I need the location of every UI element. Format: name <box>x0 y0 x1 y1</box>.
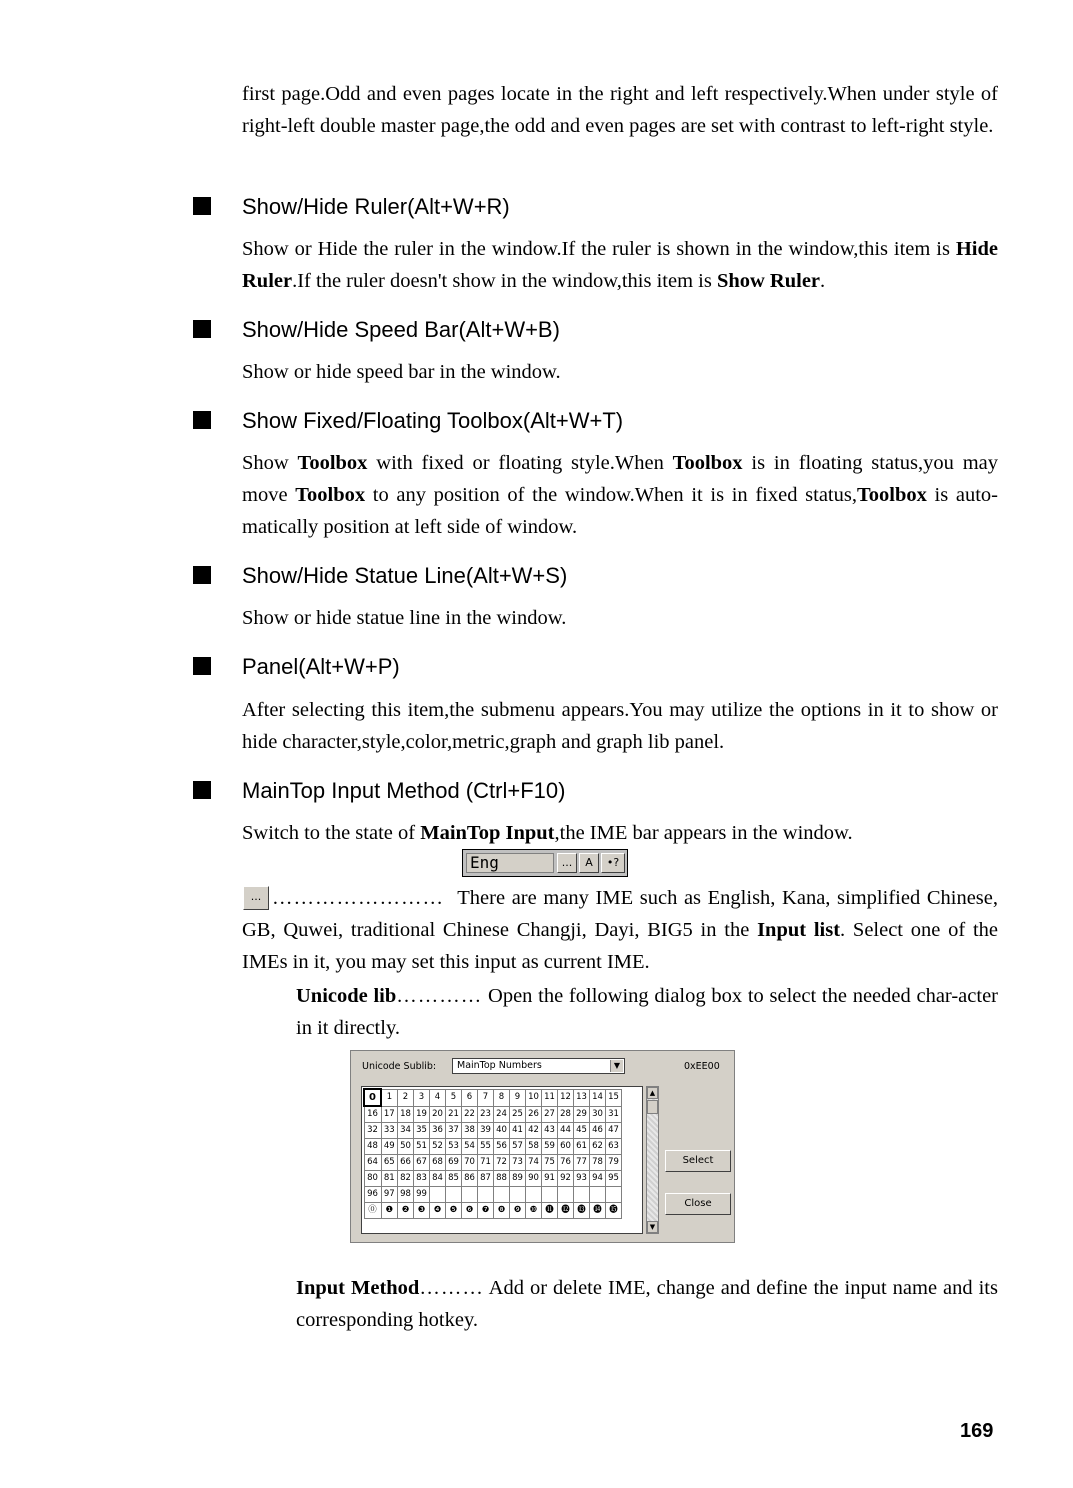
sublib-value: MainTop Numbers <box>457 1060 542 1071</box>
ime-punct-button[interactable]: •? <box>601 853 625 873</box>
text: with fixed or floating style.When <box>367 452 673 474</box>
char-cell[interactable]: ❽ <box>494 1203 510 1219</box>
heading-show-hide-speed-bar: Show/Hide Speed Bar(Alt+W+B) <box>242 317 560 342</box>
char-cell[interactable]: 34 <box>398 1123 414 1139</box>
char-cell[interactable]: 86 <box>462 1171 478 1187</box>
grid-row <box>364 1171 622 1187</box>
char-cell[interactable]: ⓯ <box>606 1203 622 1219</box>
char-cell[interactable]: ❻ <box>462 1203 478 1219</box>
bold-term: Toolbox <box>672 452 743 474</box>
bold-term: Unicode lib <box>296 985 397 1007</box>
char-cell[interactable]: 25 <box>510 1106 526 1123</box>
char-cell[interactable]: 73 <box>510 1155 526 1171</box>
char-cell[interactable]: 26 <box>526 1106 542 1123</box>
ime-language-field[interactable]: Eng <box>466 853 554 873</box>
char-cell[interactable]: ❺ <box>446 1203 462 1219</box>
char-cell[interactable] <box>558 1187 574 1203</box>
char-cell[interactable]: 53 <box>446 1139 462 1155</box>
grid-row <box>364 1089 622 1106</box>
char-cell[interactable]: 1 <box>381 1089 398 1106</box>
char-cell[interactable]: 4 <box>430 1089 446 1106</box>
grid-row <box>364 1187 622 1203</box>
text: is auto-matically position at left side of window. <box>242 484 998 538</box>
char-cell[interactable]: 82 <box>398 1171 414 1187</box>
bullet-square-icon <box>193 566 211 584</box>
char-cell[interactable]: 68 <box>430 1155 446 1171</box>
heading-panel: Panel(Alt+W+P) <box>242 654 400 679</box>
char-cell[interactable]: 95 <box>606 1171 622 1187</box>
char-cell[interactable]: ❷ <box>398 1203 414 1219</box>
leader-dots: ……… <box>419 1277 484 1299</box>
char-cell[interactable]: 61 <box>574 1139 590 1155</box>
bold-term: Hide Ruler <box>242 238 998 292</box>
char-cell[interactable]: 47 <box>606 1123 622 1139</box>
scroll-thumb[interactable] <box>647 1100 658 1114</box>
char-cell[interactable]: 14 <box>590 1089 606 1106</box>
bullet-square-icon <box>193 320 211 338</box>
text: .If the ruler doesn't show in the window,this item is <box>292 270 717 292</box>
grid-row <box>364 1203 622 1219</box>
char-cell[interactable]: 33 <box>381 1123 398 1139</box>
char-cell[interactable]: 71 <box>478 1155 494 1171</box>
heading-toolbox: Show Fixed/Floating Toolbox(Alt+W+T) <box>242 408 624 433</box>
char-cell[interactable]: 16 <box>364 1106 381 1123</box>
char-cell[interactable]: 49 <box>381 1139 398 1155</box>
scroll-down-icon[interactable]: ▼ <box>647 1221 658 1233</box>
char-cell[interactable]: 57 <box>510 1139 526 1155</box>
bold-term: Toolbox <box>295 484 366 506</box>
char-cell[interactable]: 94 <box>590 1171 606 1187</box>
char-cell[interactable] <box>510 1187 526 1203</box>
char-cell[interactable]: 23 <box>478 1106 494 1123</box>
unicode-code: 0xEE00 <box>684 1061 720 1072</box>
paragraph-ime-list <box>242 882 998 978</box>
heading-show-hide-ruler: Show/Hide Ruler(Alt+W+R) <box>242 194 510 219</box>
char-cell[interactable]: 17 <box>381 1106 398 1123</box>
char-cell[interactable]: 31 <box>606 1106 622 1123</box>
char-cell[interactable]: 13 <box>574 1089 590 1106</box>
bullet-square-icon <box>193 781 211 799</box>
char-cell[interactable] <box>462 1187 478 1203</box>
char-cell[interactable]: 96 <box>364 1187 381 1203</box>
char-cell[interactable]: 37 <box>446 1123 462 1139</box>
char-cell[interactable]: 18 <box>398 1106 414 1123</box>
char-cell[interactable]: 93 <box>574 1171 590 1187</box>
text: . Select one of the IMEs in it, you may set this input as current IME. <box>242 919 998 973</box>
char-cell[interactable]: 39 <box>478 1123 494 1139</box>
char-cell[interactable]: 32 <box>364 1123 381 1139</box>
char-cell[interactable]: 10 <box>526 1089 542 1106</box>
char-cell[interactable]: 59 <box>542 1139 558 1155</box>
text: Switch to the state of <box>242 822 421 844</box>
char-cell[interactable]: 72 <box>494 1155 510 1171</box>
paragraph-panel: After selecting this item,the submenu appears.You may utilize the options in it to show or hide character,style,color,metric,graph and graph lib panel. <box>242 699 998 753</box>
text: Show or Hide the ruler in the window.If the ruler is shown in the window,this item is <box>242 238 956 260</box>
char-cell[interactable]: 46 <box>590 1123 606 1139</box>
char-cell[interactable]: 78 <box>590 1155 606 1171</box>
grid-scrollbar[interactable] <box>646 1086 659 1234</box>
char-cell[interactable]: 50 <box>398 1139 414 1155</box>
sublib-label: Unicode Sublib: <box>362 1061 437 1072</box>
char-cell[interactable]: 3 <box>414 1089 430 1106</box>
char-cell[interactable]: 75 <box>542 1155 558 1171</box>
char-cell[interactable]: 79 <box>606 1155 622 1171</box>
paragraph-input-method <box>242 817 998 849</box>
character-table <box>363 1088 622 1219</box>
char-cell[interactable]: 66 <box>398 1155 414 1171</box>
page-number: 169 <box>960 1420 994 1442</box>
char-cell[interactable]: 69 <box>446 1155 462 1171</box>
char-cell[interactable]: 62 <box>590 1139 606 1155</box>
char-cell[interactable]: 89 <box>510 1171 526 1187</box>
bold-term: Show Ruler <box>716 270 821 292</box>
heading-statue-line: Show/Hide Statue Line(Alt+W+S) <box>242 563 568 588</box>
char-cell[interactable]: 90 <box>526 1171 542 1187</box>
char-cell[interactable]: 70 <box>462 1155 478 1171</box>
paragraph-input-method-item <box>296 1272 998 1336</box>
char-cell[interactable]: 63 <box>606 1139 622 1155</box>
char-cell[interactable]: 40 <box>494 1123 510 1139</box>
char-cell[interactable]: 19 <box>414 1106 430 1123</box>
text: Open the following dialog box to select the needed char-acter in it directly. <box>296 985 998 1039</box>
char-cell[interactable] <box>542 1187 558 1203</box>
char-cell[interactable]: 97 <box>381 1187 398 1203</box>
text: is in floating status,you may move <box>242 452 998 506</box>
grid-row <box>364 1155 622 1171</box>
select-button[interactable]: Select <box>665 1150 731 1172</box>
char-cell[interactable]: 55 <box>478 1139 494 1155</box>
char-cell[interactable]: 24 <box>494 1106 510 1123</box>
char-cell[interactable]: 58 <box>526 1139 542 1155</box>
unicode-dialog <box>350 1050 735 1243</box>
ime-bar <box>462 849 628 877</box>
char-cell[interactable] <box>446 1187 462 1203</box>
bold-term: Toolbox <box>856 484 927 506</box>
close-button[interactable]: Close <box>665 1193 731 1215</box>
char-cell[interactable]: 80 <box>364 1171 381 1187</box>
char-cell[interactable] <box>494 1187 510 1203</box>
text: to any position of the window.When it is in fixed status, <box>365 484 857 506</box>
paragraph-ruler <box>242 233 998 297</box>
char-cell[interactable]: 44 <box>558 1123 574 1139</box>
char-cell[interactable]: ❾ <box>510 1203 526 1219</box>
char-cell[interactable]: 12 <box>558 1089 574 1106</box>
scroll-up-icon[interactable]: ▲ <box>647 1087 658 1099</box>
char-cell[interactable]: 28 <box>558 1106 574 1123</box>
char-cell[interactable]: 45 <box>574 1123 590 1139</box>
char-cell[interactable]: 20 <box>430 1106 446 1123</box>
char-cell[interactable]: 92 <box>558 1171 574 1187</box>
paragraph-speed-bar: Show or hide speed bar in the window. <box>242 361 561 383</box>
char-cell[interactable]: 30 <box>590 1106 606 1123</box>
char-cell[interactable]: 87 <box>478 1171 494 1187</box>
char-cell[interactable]: 7 <box>478 1089 494 1106</box>
char-cell[interactable]: 74 <box>526 1155 542 1171</box>
dropdown-arrow-icon[interactable]: ▼ <box>610 1060 623 1072</box>
char-cell[interactable]: 67 <box>414 1155 430 1171</box>
text: There are many IME such as English, Kana, simplified Chinese, GB, Quwei, traditional Chinese Changji, Dayi, BIG5 in the <box>242 887 998 941</box>
char-cell[interactable]: 38 <box>462 1123 478 1139</box>
char-cell[interactable]: 8 <box>494 1089 510 1106</box>
grid-row <box>364 1123 622 1139</box>
char-cell[interactable]: ❼ <box>478 1203 494 1219</box>
bullet-square-icon <box>193 197 211 215</box>
char-cell[interactable]: 99 <box>414 1187 430 1203</box>
char-cell[interactable]: 27 <box>542 1106 558 1123</box>
bullet-square-icon <box>193 411 211 429</box>
char-cell[interactable]: ⓮ <box>590 1203 606 1219</box>
text: ,the IME bar appears in the window. <box>554 822 853 844</box>
char-cell[interactable] <box>430 1187 446 1203</box>
char-cell[interactable]: 91 <box>542 1171 558 1187</box>
char-cell[interactable] <box>606 1187 622 1203</box>
char-cell[interactable] <box>478 1187 494 1203</box>
char-cell[interactable]: 98 <box>398 1187 414 1203</box>
bold-term: Toolbox <box>297 452 368 474</box>
character-grid <box>361 1086 643 1234</box>
char-cell[interactable]: 5 <box>446 1089 462 1106</box>
ime-list-icon-button: ... <box>243 886 269 910</box>
char-cell[interactable]: 54 <box>462 1139 478 1155</box>
char-cell[interactable]: 81 <box>381 1171 398 1187</box>
char-cell[interactable]: 56 <box>494 1139 510 1155</box>
char-cell[interactable]: 6 <box>462 1089 478 1106</box>
char-cell[interactable]: 76 <box>558 1155 574 1171</box>
leader-dots: …………………… <box>272 887 444 909</box>
char-cell[interactable] <box>590 1187 606 1203</box>
grid-row <box>364 1106 622 1123</box>
leader-dots: ………… <box>396 985 483 1007</box>
ime-list-button[interactable]: ... <box>557 853 577 873</box>
text: Add or delete IME, change and define the input name and its corresponding hotkey. <box>296 1277 998 1331</box>
char-cell[interactable]: 41 <box>510 1123 526 1139</box>
char-cell[interactable] <box>574 1187 590 1203</box>
char-cell[interactable] <box>526 1187 542 1203</box>
char-cell[interactable]: 60 <box>558 1139 574 1155</box>
ime-char-button[interactable]: A <box>579 853 599 873</box>
char-cell[interactable]: 22 <box>462 1106 478 1123</box>
bold-term: MainTop Input <box>420 822 555 844</box>
char-cell[interactable]: ❿ <box>526 1203 542 1219</box>
char-cell[interactable]: 35 <box>414 1123 430 1139</box>
text: Show <box>242 452 298 474</box>
char-cell[interactable]: 51 <box>414 1139 430 1155</box>
char-cell[interactable]: 42 <box>526 1123 542 1139</box>
char-cell[interactable]: ⓪ <box>364 1203 381 1219</box>
char-cell[interactable]: ❸ <box>414 1203 430 1219</box>
char-cell[interactable]: 64 <box>364 1155 381 1171</box>
char-cell[interactable]: ⓭ <box>574 1203 590 1219</box>
char-cell[interactable]: 84 <box>430 1171 446 1187</box>
char-cell[interactable]: ⓬ <box>558 1203 574 1219</box>
char-cell[interactable]: 43 <box>542 1123 558 1139</box>
char-cell[interactable]: 65 <box>381 1155 398 1171</box>
paragraph-toolbox <box>242 447 998 543</box>
char-cell[interactable]: 0 <box>364 1089 381 1106</box>
char-cell[interactable]: 52 <box>430 1139 446 1155</box>
paragraph-statue-line: Show or hide statue line in the window. <box>242 607 567 629</box>
char-cell[interactable]: 83 <box>414 1171 430 1187</box>
char-cell[interactable]: 2 <box>398 1089 414 1106</box>
char-cell[interactable]: 9 <box>510 1089 526 1106</box>
char-cell[interactable]: 88 <box>494 1171 510 1187</box>
text: . <box>820 270 826 292</box>
char-cell[interactable]: 85 <box>446 1171 462 1187</box>
char-cell[interactable]: ⓫ <box>542 1203 558 1219</box>
sublib-select[interactable] <box>452 1058 625 1074</box>
intro-paragraph: first page.Odd and even pages locate in the right and left respectively.When under style of right-left double master page,the odd and even pages are set with contrast to left-right style. <box>242 83 998 137</box>
heading-input-method: MainTop Input Method (Ctrl+F10) <box>242 778 566 803</box>
char-cell[interactable]: 77 <box>574 1155 590 1171</box>
bullet-square-icon <box>193 657 211 675</box>
grid-row <box>364 1139 622 1155</box>
char-cell[interactable]: ❶ <box>381 1203 398 1219</box>
char-cell[interactable]: 11 <box>542 1089 558 1106</box>
char-cell[interactable]: 21 <box>446 1106 462 1123</box>
char-cell[interactable]: 36 <box>430 1123 446 1139</box>
paragraph-unicode-lib <box>296 980 998 1044</box>
bold-term: Input Method <box>296 1277 420 1299</box>
char-cell[interactable]: 48 <box>364 1139 381 1155</box>
char-cell[interactable]: 29 <box>574 1106 590 1123</box>
bold-term: Input list <box>757 919 841 941</box>
char-cell[interactable]: ❹ <box>430 1203 446 1219</box>
char-cell[interactable]: 15 <box>606 1089 622 1106</box>
